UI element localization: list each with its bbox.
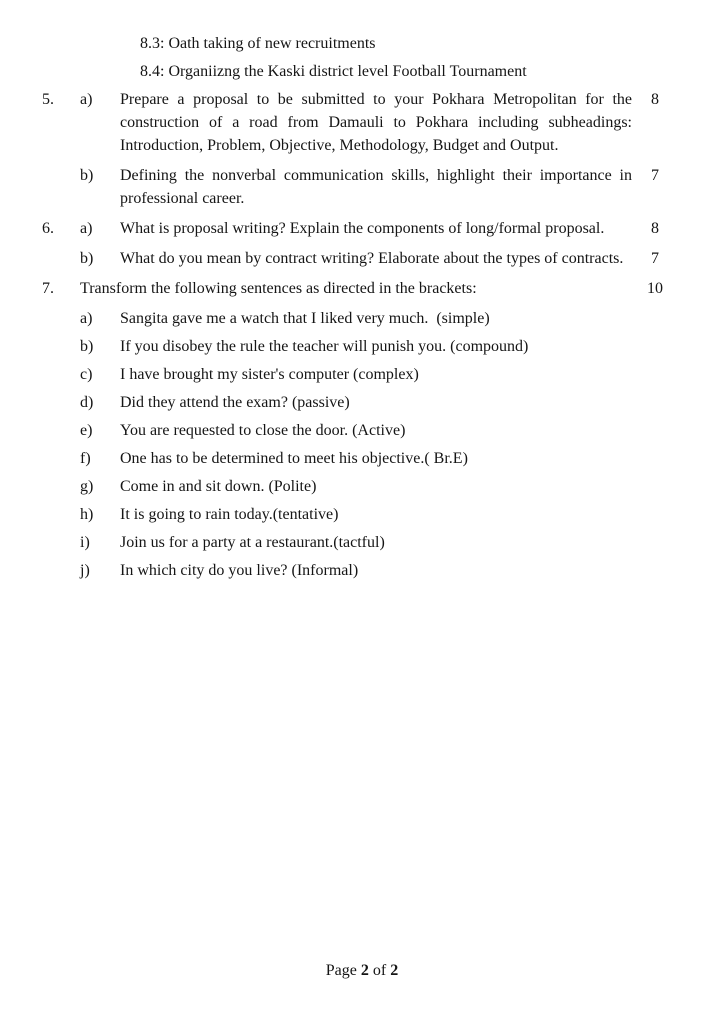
item-label: c) (80, 366, 93, 383)
question-5a-row (42, 88, 678, 157)
question-7 (42, 277, 678, 582)
item-text: You are requested to close the door. (Active) (120, 422, 406, 439)
footer-of-word: of (368, 962, 391, 979)
question-text: What do you mean by contract writing? Elaborate about the types of contracts. (120, 250, 624, 267)
item-label: g) (80, 478, 94, 495)
question-6b-row (42, 247, 678, 270)
list-item (80, 391, 678, 414)
item-label: f) (80, 450, 91, 467)
marks-value: 10 (647, 280, 663, 297)
item-text: In which city do you live? (Informal) (120, 562, 359, 579)
item-text: Did they attend the exam? (passive) (120, 394, 350, 411)
list-item (80, 503, 678, 526)
question-7-items (80, 307, 678, 582)
item-label: i) (80, 534, 90, 551)
item-text: It is going to rain today.(tentative) (120, 506, 339, 523)
list-item (80, 363, 678, 386)
question-6 (42, 217, 678, 270)
footer-current-page: 2 (360, 962, 369, 979)
item-text: I have brought my sister's computer (complex) (120, 366, 419, 383)
part-label: b) (80, 250, 94, 267)
list-item (80, 419, 678, 442)
question-5b-row (42, 164, 678, 210)
list-item (80, 307, 678, 330)
marks-value: 8 (651, 220, 659, 237)
item-label: h) (80, 506, 94, 523)
question-text: Transform the following sentences as directed in the brackets: (80, 280, 477, 297)
question-7-header-row (42, 277, 678, 300)
item-text: Join us for a party at a restaurant.(tactful) (120, 534, 385, 551)
page-content (42, 32, 678, 587)
part-label: b) (80, 167, 94, 184)
question-text: Prepare a proposal to be submitted to your Pokhara Metropolitan for the construction of a road from Damauli to Pokhara including subheadings: Introduction, Problem, Objective, Methodology, Budget and Output. (120, 91, 632, 154)
subpoint-8-3: 8.3: Oath taking of new recruitments (140, 35, 376, 52)
question-6a-row (42, 217, 678, 240)
list-item (80, 475, 678, 498)
subpoint-8-4: 8.4: Organiizng the Kaski district level Football Tournament (140, 63, 527, 80)
marks-value: 7 (651, 250, 659, 267)
question-number: 7. (42, 280, 54, 297)
item-label: d) (80, 394, 94, 411)
marks-value: 7 (651, 167, 659, 184)
item-label: e) (80, 422, 93, 439)
part-label: a) (80, 91, 93, 108)
question-text: What is proposal writing? Explain the components of long/formal proposal. (120, 220, 605, 237)
question-number: 6. (42, 220, 54, 237)
question-text: Defining the nonverbal communication skills, highlight their importance in professional career. (120, 167, 632, 207)
list-item (80, 447, 678, 470)
list-item (80, 335, 678, 358)
item-label: j) (80, 562, 90, 579)
item-label: b) (80, 338, 94, 355)
footer-page-word: Page (325, 962, 361, 979)
list-item (80, 531, 678, 554)
item-text: Come in and sit down. (Polite) (120, 478, 317, 495)
question-5 (42, 88, 678, 210)
question-number: 5. (42, 91, 54, 108)
part-label: a) (80, 220, 93, 237)
item-text: One has to be determined to meet his objective.( Br.E) (120, 450, 468, 467)
footer-total-pages: 2 (390, 962, 399, 979)
page-footer (0, 961, 724, 981)
list-item (80, 559, 678, 582)
item-label: a) (80, 310, 93, 327)
item-text: Sangita gave me a watch that I liked very much. (simple) (120, 310, 490, 327)
marks-value: 8 (651, 91, 659, 108)
item-text: If you disobey the rule the teacher will punish you. (compound) (120, 338, 529, 355)
